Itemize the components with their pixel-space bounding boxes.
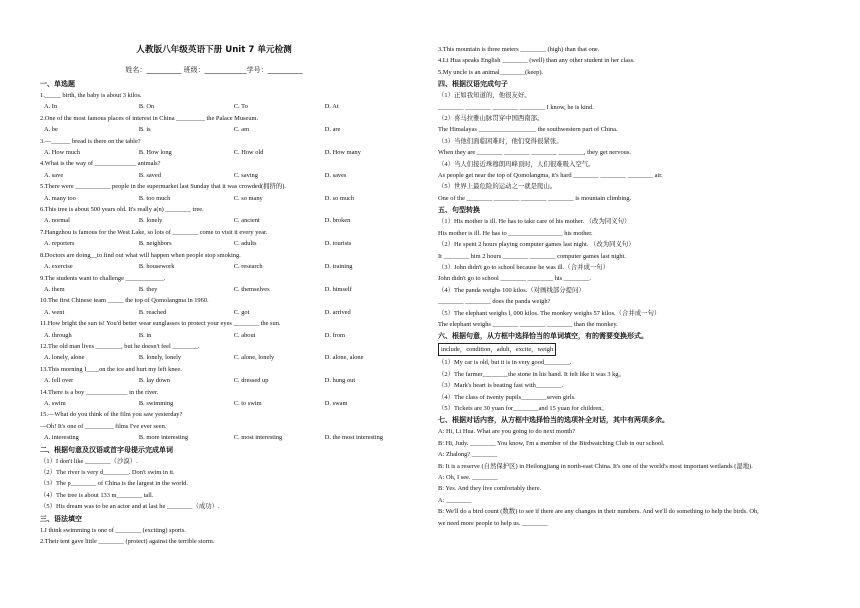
option-d: D. are bbox=[324, 126, 341, 134]
question-line: （5）Tickets are 30 yuan for________and 15 yuan for children。 bbox=[438, 404, 608, 412]
option-b: B. lay down bbox=[138, 377, 170, 385]
question-line: His mother is ill. He has to _________________ his mother. bbox=[438, 229, 593, 237]
question-line: 11.How bright the sun is! You'd better wear sunglasses to protect your eyes ________ the sun. bbox=[40, 320, 281, 328]
question-line: 14.There is a boy _____________ in the river. bbox=[40, 388, 159, 396]
question-line: 4.Li Hua speaks English ________ (well) than any other student in her class. bbox=[438, 57, 635, 65]
option-b: B. swimming bbox=[138, 399, 174, 407]
question-line: （3）The p________ of China is the largest in the world. bbox=[40, 480, 188, 488]
option-c: C. to swim bbox=[233, 399, 262, 407]
option-row bbox=[40, 101, 388, 112]
option-d: D. arrived bbox=[324, 308, 351, 316]
page-title: 人教版八年级英语下册 Unit 7 单元检测 bbox=[136, 45, 292, 55]
option-d: D. hung out bbox=[324, 377, 356, 385]
option-d: D. so much bbox=[324, 194, 355, 202]
option-c: C. am bbox=[233, 126, 250, 134]
question-line: 7.Hangzhou is famous for the West Lake, so lots of ________ come to visit it every year. bbox=[40, 228, 268, 236]
option-d: D. training bbox=[324, 263, 353, 271]
option-row bbox=[40, 375, 388, 386]
question-line: The elephant weighs ________ ________ ________ than the monkey. bbox=[438, 320, 618, 328]
section-heading: 六、根据句意，从方框中选择恰当的单词填空，有的需要变换形式。 bbox=[438, 332, 648, 341]
question-line: （3）John didn't go to school because he was ill.（合并成一句） bbox=[438, 263, 610, 271]
option-c: C. so many bbox=[233, 194, 263, 202]
question-line: （1）正如我知道的，他很友好。 bbox=[438, 92, 531, 100]
question-line: B: Yes. And they live comfortably there. bbox=[438, 485, 542, 493]
option-c: C. research bbox=[233, 263, 263, 271]
option-c: C. dressed up bbox=[233, 377, 269, 385]
question-line: B: It is a reserve (自然保护区) in Heilongjiang in north-east China. It's one of the world's most important wetlands (湿地). bbox=[438, 462, 753, 470]
option-a: A. through bbox=[44, 331, 72, 339]
question-line: （1）His mother is ill. He has to take care of his mother. （改为同义句） bbox=[438, 218, 631, 226]
question-line: 10.The first Chinese team _____ the top of Qomolangma in 1960. bbox=[40, 297, 209, 305]
option-b: B. housework bbox=[138, 263, 175, 271]
option-row bbox=[40, 238, 388, 249]
question-line: （4）当人们接近珠穆朗玛峰顶时，人们很难吸入空气。 bbox=[438, 160, 595, 168]
right-column bbox=[438, 44, 828, 529]
question-line: 5.My uncle is an animal________(keep). bbox=[438, 68, 544, 76]
option-row bbox=[40, 124, 388, 135]
question-line: 15.—What do you think of the film you saw yesterday? bbox=[40, 411, 183, 419]
option-d: D. alone, alone bbox=[324, 354, 364, 362]
question-line: 1._____ birth, the baby is about 3 kilos. bbox=[40, 92, 142, 99]
student-info-line: 姓名：__________ 班级：____________学号：__________ bbox=[125, 66, 303, 74]
option-d: D. How many bbox=[324, 149, 361, 157]
option-b: B. saved bbox=[138, 171, 161, 179]
question-line: 1.I think swimming is one of ________ (exciting) sports. bbox=[40, 526, 186, 534]
option-b: B. neighbors bbox=[138, 240, 172, 248]
option-a: A. interesting bbox=[44, 434, 79, 442]
question-line: （4）The panda weighs 100 kilos.（对画线部分提问） bbox=[438, 286, 585, 294]
question-line: One of the ________ ________ ________ ________ is mountain climbing. bbox=[438, 194, 632, 202]
option-c: C. adults bbox=[233, 240, 257, 248]
option-row bbox=[40, 170, 388, 181]
question-line: （3）Mark's heart is beating fast with________. bbox=[438, 382, 564, 390]
option-d: D. At bbox=[324, 103, 339, 111]
option-a: A. fell over bbox=[44, 377, 74, 385]
question-line: （1）I don't like ________（沙漠）. bbox=[40, 457, 138, 465]
option-row bbox=[40, 432, 388, 443]
option-c: C. ancient bbox=[233, 217, 260, 225]
option-b: B. more interesting bbox=[138, 434, 189, 442]
option-a: A. reporters bbox=[44, 240, 75, 248]
option-b: B. lonely bbox=[138, 217, 163, 225]
option-c: C. themselves bbox=[233, 285, 270, 293]
option-a: A. In bbox=[44, 103, 58, 111]
option-row bbox=[40, 147, 388, 158]
option-d: D. broken bbox=[324, 217, 351, 225]
option-b: B. too much bbox=[138, 194, 171, 202]
section-heading: 三、语法填空 bbox=[40, 514, 82, 523]
option-row bbox=[40, 352, 388, 363]
option-row bbox=[40, 398, 388, 409]
option-b: B. is bbox=[138, 126, 151, 134]
question-line: B: We'll do a bird count (数数) to see if there are any changes in their numbers. And we'll do something to help the birds. Oh, bbox=[438, 508, 759, 516]
question-line: （2）He spent 2 hours playing computer games last night. （改为同义句） bbox=[438, 241, 635, 249]
option-a: A. them bbox=[44, 285, 65, 293]
option-d: D. the most interesting bbox=[324, 434, 383, 442]
question-line: ________ ________ does the panda weigh? bbox=[438, 298, 551, 306]
word-bank bbox=[438, 342, 828, 357]
option-row bbox=[40, 284, 388, 295]
option-a: A. swim bbox=[44, 399, 66, 407]
question-line: （3）当他们面临困难时，他们变得很紧张。 bbox=[438, 137, 563, 145]
option-b: B. How long bbox=[138, 149, 172, 157]
question-line: ________ ________ ________ ________ I know, he is kind. bbox=[438, 103, 594, 111]
question-line: When they are ________ ________ ________ ________, they get nervous. bbox=[438, 149, 631, 157]
question-line: 2.Their tent gave little ________ (protect) against the terrible storm. bbox=[40, 538, 215, 546]
option-c: C. To bbox=[233, 103, 248, 111]
section-heading: 四、根据汉语完成句子 bbox=[438, 80, 508, 89]
question-line: （5）世界上最危险的运动之一就是爬山。 bbox=[438, 183, 557, 191]
question-line: A: Oh, I see. ________ bbox=[438, 474, 498, 481]
question-line: （4）The class of twenty pupils________seven girls. bbox=[438, 393, 576, 401]
word-bank-box: include，condition，adult，excite，weigh bbox=[438, 343, 556, 356]
option-d: D. swam bbox=[324, 399, 348, 407]
question-line: 2.One of the most famous places of interest in China _________ the Palace Museum. bbox=[40, 114, 259, 122]
question-line: （1）My car is old, but it is in very good________. bbox=[438, 359, 572, 367]
option-row bbox=[40, 307, 388, 318]
option-d: D. tourists bbox=[324, 240, 352, 248]
option-a: A. lonely, alone bbox=[44, 354, 85, 362]
question-line: 8.Doctors are doing__to find out what will happen when people stop smoking. bbox=[40, 251, 241, 259]
section-heading: 五、句型转换 bbox=[438, 206, 480, 215]
question-line: 9.The students want to challenge ____________. bbox=[40, 274, 166, 282]
option-a: A. many too bbox=[44, 194, 76, 202]
question-line: （5）The elephant weighs l, 000 kilos. The monkey weighs 57 kilos.（合并成一句） bbox=[438, 309, 661, 317]
question-line: we need more people to help us. ________ bbox=[438, 519, 548, 527]
question-line: （2）喜马拉雅山脉贯穿中国西南部。 bbox=[438, 115, 544, 123]
question-line: 4.What is the way of _____________ animals? bbox=[40, 160, 161, 168]
question-line: John didn't go to school ________ ________ his ________. bbox=[438, 275, 591, 283]
question-line: B: Hi, Judy. ________ You know, I'm a member of the Birdwatching Club in our school. bbox=[438, 439, 665, 447]
option-c: C. about bbox=[233, 331, 256, 339]
option-row bbox=[40, 261, 388, 272]
question-line: 12.The old man lives ________, but he doesn't feel ________. bbox=[40, 342, 200, 350]
question-line: （5）His dream was to be an actor and at last he ________（成功）. bbox=[40, 503, 220, 511]
option-a: A. save bbox=[44, 171, 64, 179]
option-c: C. got bbox=[233, 308, 250, 316]
option-c: C. How old bbox=[233, 149, 264, 157]
option-b: B. they bbox=[138, 285, 158, 293]
question-line: A: Hi, Li Hua. What are you going to do next month? bbox=[438, 428, 576, 436]
option-b: B. lonely, lonely bbox=[138, 354, 182, 362]
option-a: A. exercise bbox=[44, 263, 73, 271]
option-c: C. most interesting bbox=[233, 434, 283, 442]
question-line: 3.This mountain is three meters ________ (high) than that one. bbox=[438, 46, 600, 53]
question-line: A: Zhalong? ________ bbox=[438, 451, 498, 459]
option-a: A. normal bbox=[44, 217, 70, 225]
question-line: 3.—______ bread is there on the table? bbox=[40, 137, 141, 145]
option-row bbox=[40, 215, 388, 226]
question-line: As people get near the top of Qomolangma, it's hard ________ ________ ________ air. bbox=[438, 172, 663, 180]
left-column bbox=[40, 78, 388, 547]
section-heading: 七、根据对话内容，从方框中选择恰当的选项补全对话，其中有两项多余。 bbox=[438, 416, 669, 425]
option-a: A. be bbox=[44, 126, 58, 134]
question-line: A: ________ bbox=[438, 496, 472, 504]
question-line: —Oh! It's one of _________ films I've ever seen. bbox=[40, 422, 167, 430]
option-b: B. On bbox=[138, 103, 155, 111]
option-a: A. How much bbox=[44, 149, 81, 157]
question-line: It ________ him 2 hours ________ ________ computer games last night. bbox=[438, 252, 626, 260]
option-row bbox=[40, 193, 388, 204]
question-line: 13.This morning I____on the ice and hurt my left knee. bbox=[40, 365, 182, 373]
option-a: A. went bbox=[44, 308, 65, 316]
option-b: B. reached bbox=[138, 308, 167, 316]
question-line: 6.This tree is about 500 years old. It's really a(n) ________ tree. bbox=[40, 206, 204, 214]
question-line: 5.There were ___________ people in the supermarket last Sunday that it was crowded(拥挤的). bbox=[40, 183, 286, 191]
question-line: （4）The tree is about 133 m________ tall. bbox=[40, 491, 154, 499]
question-line: （2）The farmer________the stone in his hand. It felt like it was 3 kg。 bbox=[438, 370, 625, 378]
section-heading: 二、根据句意及汉语或首字母提示完成单词 bbox=[40, 445, 173, 454]
option-d: D. from bbox=[324, 331, 345, 339]
section-heading: 一、单选题 bbox=[40, 80, 75, 88]
option-b: B. in bbox=[138, 331, 152, 339]
option-c: C. alone, lonely bbox=[233, 354, 275, 362]
option-row bbox=[40, 330, 388, 341]
question-line: （2）The river is very d________. Don't swim in it. bbox=[40, 469, 175, 476]
option-d: D. saves bbox=[324, 171, 347, 179]
option-c: C. saving bbox=[233, 171, 258, 179]
question-line: The Himalayas __________________ the southwestern part of China. bbox=[438, 126, 618, 134]
option-d: D. himself bbox=[324, 285, 352, 293]
